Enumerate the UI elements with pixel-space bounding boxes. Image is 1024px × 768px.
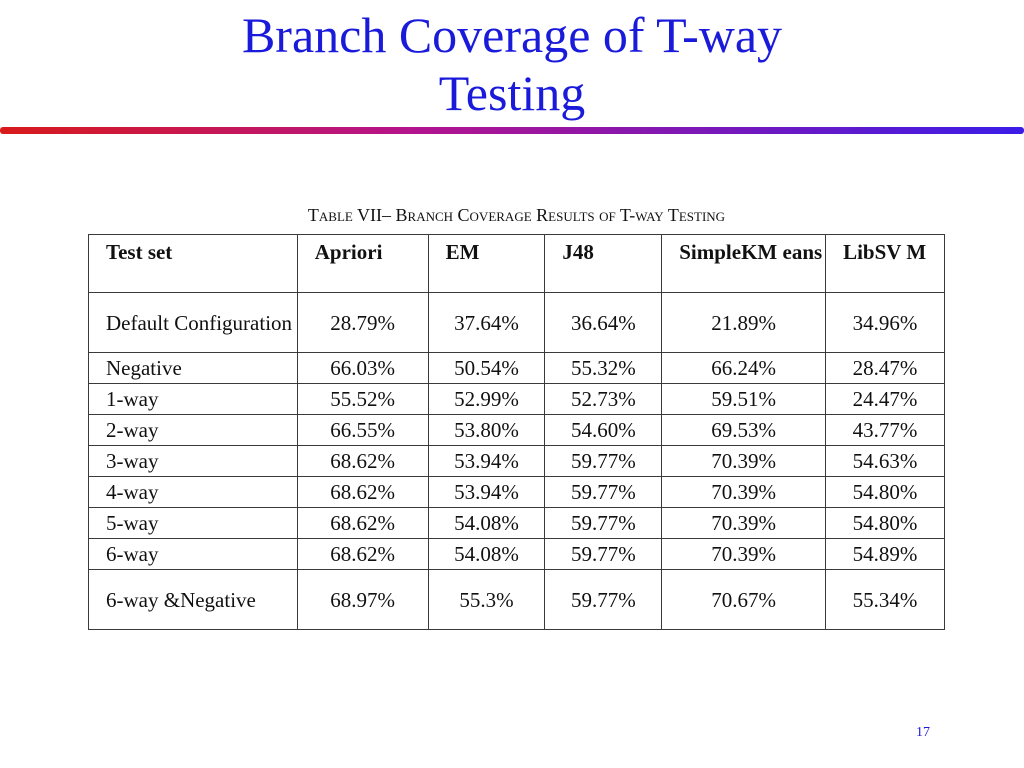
- table-cell: 54.08%: [428, 508, 545, 539]
- header-simplekmeans: SimpleKM eans: [662, 235, 826, 293]
- header-j48: J48: [545, 235, 662, 293]
- table-cell: 53.94%: [428, 477, 545, 508]
- table-cell: 54.60%: [545, 415, 662, 446]
- table-cell: 52.73%: [545, 384, 662, 415]
- table-cell: 24.47%: [826, 384, 945, 415]
- row-label: 6-way &Negative: [89, 570, 298, 630]
- title-divider: [0, 127, 1024, 134]
- row-label: Negative: [89, 353, 298, 384]
- table-cell: 70.39%: [662, 477, 826, 508]
- row-label: 5-way: [89, 508, 298, 539]
- results-table: [88, 234, 945, 630]
- slide-title-line-1: Branch Coverage of T-way: [241, 7, 783, 63]
- table-cell: 54.89%: [826, 539, 945, 570]
- row-label: 6-way: [89, 539, 298, 570]
- table-cell: 59.77%: [545, 446, 662, 477]
- table-cell: 53.94%: [428, 446, 545, 477]
- table-cell: 55.3%: [428, 570, 545, 630]
- table-cell: 55.34%: [826, 570, 945, 630]
- table-cell: 68.62%: [297, 508, 428, 539]
- table-row: [89, 508, 945, 539]
- table-cell: 59.77%: [545, 539, 662, 570]
- table-cell: 21.89%: [662, 293, 826, 353]
- table-cell: 68.62%: [297, 477, 428, 508]
- table-cell: 37.64%: [428, 293, 545, 353]
- table-cell: 66.55%: [297, 415, 428, 446]
- table-cell: 28.47%: [826, 353, 945, 384]
- table-row: [89, 384, 945, 415]
- row-label: 3-way: [89, 446, 298, 477]
- table-cell: 66.24%: [662, 353, 826, 384]
- table-caption: Table VII– Branch Coverage Results of T-way Testing: [307, 205, 726, 225]
- table-row: [89, 446, 945, 477]
- table-cell: 70.67%: [662, 570, 826, 630]
- table-row: [89, 570, 945, 630]
- page-number: 17: [916, 725, 930, 740]
- table-cell: 54.80%: [826, 508, 945, 539]
- table-cell: 59.51%: [662, 384, 826, 415]
- row-label: Default Configuration: [89, 293, 298, 353]
- table-cell: 59.77%: [545, 477, 662, 508]
- table-cell: 70.39%: [662, 508, 826, 539]
- table-cell: 70.39%: [662, 539, 826, 570]
- table-cell: 69.53%: [662, 415, 826, 446]
- table-cell: 50.54%: [428, 353, 545, 384]
- table-cell: 52.99%: [428, 384, 545, 415]
- table-header-row: [89, 235, 945, 293]
- table-cell: 28.79%: [297, 293, 428, 353]
- header-apriori: Apriori: [297, 235, 428, 293]
- table-cell: 43.77%: [826, 415, 945, 446]
- header-test-set: Test set: [89, 235, 298, 293]
- table-cell: 59.77%: [545, 570, 662, 630]
- table-cell: 53.80%: [428, 415, 545, 446]
- table-cell: 68.62%: [297, 539, 428, 570]
- table-cell: 34.96%: [826, 293, 945, 353]
- table-cell: 66.03%: [297, 353, 428, 384]
- table-cell: 59.77%: [545, 508, 662, 539]
- slide-title-line-2: Testing: [438, 65, 586, 121]
- row-label: 4-way: [89, 477, 298, 508]
- table-cell: 68.62%: [297, 446, 428, 477]
- table-cell: 68.97%: [297, 570, 428, 630]
- table-cell: 70.39%: [662, 446, 826, 477]
- table-row: [89, 477, 945, 508]
- table-body: [89, 293, 945, 630]
- row-label: 1-way: [89, 384, 298, 415]
- table-cell: 54.80%: [826, 477, 945, 508]
- table-cell: 54.08%: [428, 539, 545, 570]
- slide-title: [0, 6, 1024, 122]
- row-label: 2-way: [89, 415, 298, 446]
- table-row: [89, 353, 945, 384]
- table-cell: 36.64%: [545, 293, 662, 353]
- table-cell: 54.63%: [826, 446, 945, 477]
- table-cell: 55.52%: [297, 384, 428, 415]
- table-row: [89, 293, 945, 353]
- header-em: EM: [428, 235, 545, 293]
- table-row: [89, 415, 945, 446]
- header-libsvm: LibSV M: [826, 235, 945, 293]
- table-row: [89, 539, 945, 570]
- table-cell: 55.32%: [545, 353, 662, 384]
